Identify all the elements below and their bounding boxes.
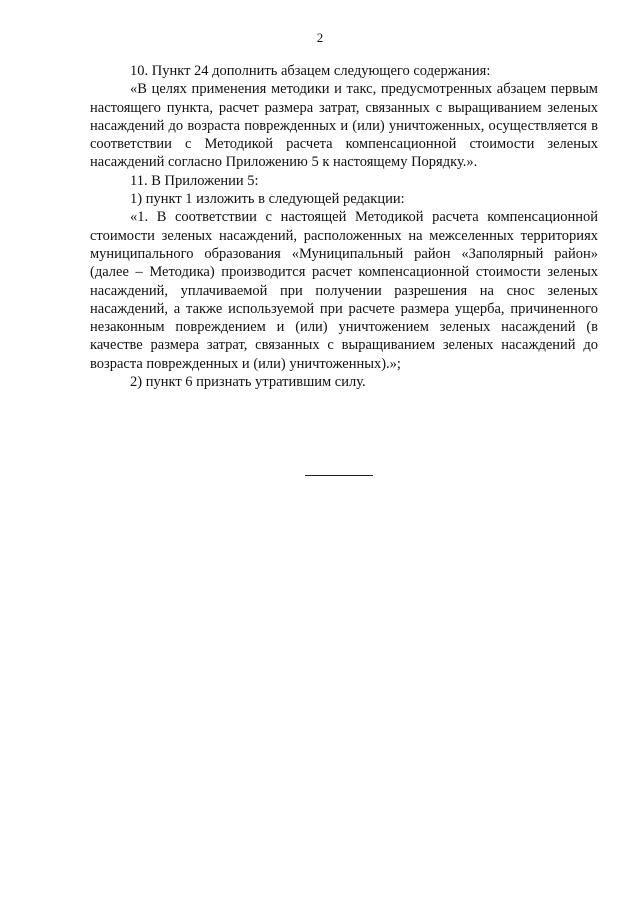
paragraph-item-11: 11. В Приложении 5: [130,172,259,189]
paragraph-item-10: 10. Пункт 24 дополнить абзацем следующего содержания: [130,63,491,79]
paragraph-subitem-2: 2) пункт 6 признать утратившим силу. [130,374,366,391]
end-divider-line [305,475,373,476]
paragraph-quote-methodology: «1. В соответствии с настоящей Методикой расчета компенсационной стоимости зеленых насаждений, расположенных на межселенных территориях муниципального образования «Муниципальный район «Заполярный район» (далее – Методика) производится расчет компенсационной стоимости зеленых насаждений, уплачиваемой при получении разрешения на снос зеленых насаждений, а также используемой при расчете размера ущерба, причиненного незаконным повреждением и (или) уничтожением зеленых насаждений (в качестве размера затрат, связанных с выращиванием зеленых насаждений до возраста поврежденных и (или) уничтоженных).»; [90,209,598,372]
page-number: 2 [316,30,324,45]
paragraph-quote-24: «В целях применения методики и такс, предусмотренных абзацем первым настоящего пункта, расчет размера затрат, связанных с выращиванием зеленых насаждений до возраста поврежденных и (или) уничтоженных, осуществляется в соответствии с Методикой расчета компенсационной стоимости зеленых насаждений согласно Приложению 5 к настоящему Порядку.». [90,81,598,171]
document-body [90,62,598,391]
paragraph-subitem-1: 1) пункт 1 изложить в следующей редакции: [130,191,405,208]
